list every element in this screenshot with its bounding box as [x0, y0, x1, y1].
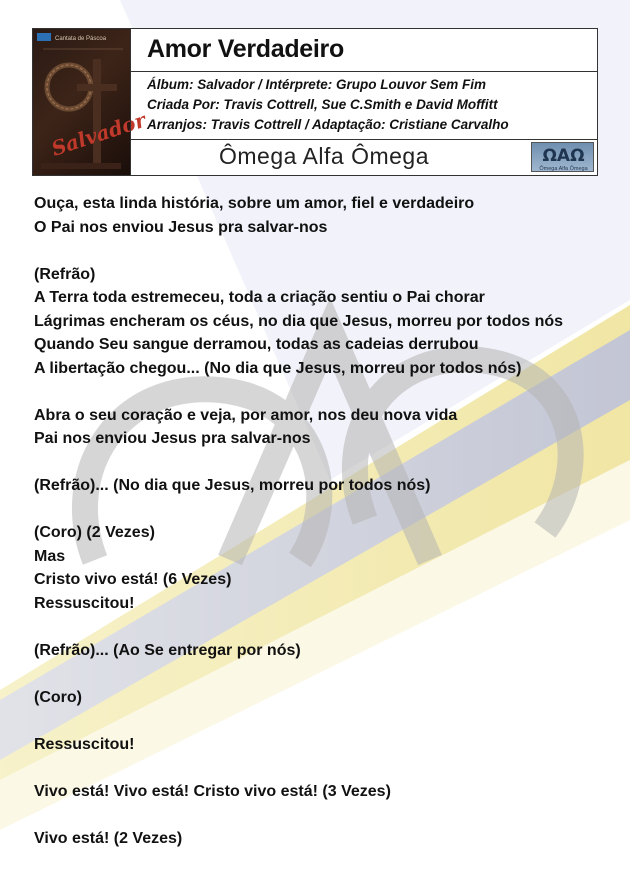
lyric-line: Mas	[34, 547, 66, 565]
lyric-line: Cristo vivo está! (6 Vezes)	[34, 571, 232, 588]
cover-top-text: Cantata de Páscoa	[55, 36, 107, 42]
band-name: Ômega Alfa Ômega	[219, 143, 429, 169]
lyric-line: Abra o seu coração e veja, por amor, nos deu nova vida	[34, 406, 458, 424]
song-title: Amor Verdadeiro	[147, 35, 344, 63]
credits-section	[130, 71, 597, 140]
album-cover	[33, 29, 149, 175]
lyric-blank-line	[34, 709, 563, 733]
band-logo-mark: ΩAΩ	[542, 146, 585, 166]
lyric-blank-line	[34, 380, 563, 404]
lyric-blank-line	[34, 756, 563, 780]
lyric-line: Vivo está! (2 Vezes)	[34, 829, 183, 847]
lyric-blank-line	[34, 451, 563, 475]
lyric-line: Vivo está! Vivo está! Cristo vivo está! (3 Vezes)	[34, 782, 391, 800]
created-by-line: Criada Por: Travis Cottrell, Sue C.Smith e David Moffitt	[147, 97, 498, 112]
lyric-line: Ressuscitou!	[34, 735, 135, 753]
lyric-blank-line	[34, 662, 563, 686]
album-cover-art	[33, 29, 149, 175]
lyric-blank-line	[34, 239, 563, 263]
lyric-line: (Coro)	[34, 688, 82, 706]
title-section	[130, 29, 597, 72]
lyric-line: (Refrão)... (Ao Se entregar por nós)	[34, 641, 301, 659]
lyric-line: Ouça, esta linda história, sobre um amor, fiel e verdadeiro	[34, 195, 475, 212]
song-header	[32, 28, 598, 176]
lyric-line: Ressuscitou!	[34, 594, 135, 612]
lyric-blank-line	[34, 803, 563, 827]
lyric-blank-line	[34, 615, 563, 639]
lyric-line: (Coro) (2 Vezes)	[34, 524, 155, 541]
arrangement-line: Arranjos: Travis Cottrell / Adaptação: Cristiane Carvalho	[147, 117, 509, 132]
lyric-line: (Refrão)	[34, 265, 96, 283]
lyric-line: A Terra toda estremeceu, toda a criação sentiu o Pai chorar	[34, 289, 485, 306]
band-logo	[531, 142, 594, 172]
lyric-line: Quando Seu sangue derramou, todas as cadeias derrubou	[34, 336, 479, 353]
lyrics-body	[34, 192, 563, 850]
lyric-line: Pai nos enviou Jesus pra salvar-nos	[34, 430, 311, 447]
band-logo-caption: Ômega Alfa Ômega	[539, 166, 588, 172]
lyric-line: A libertação chegou... (No dia que Jesus, morreu por todos nós)	[34, 359, 522, 377]
lyric-line: (Refrão)... (No dia que Jesus, morreu por todos nós)	[34, 477, 431, 494]
band-logo-icon	[532, 143, 595, 173]
album-line: Álbum: Salvador / Intérprete: Grupo Louvor Sem Fim	[147, 77, 487, 92]
band-section	[130, 139, 597, 175]
lyric-blank-line	[34, 498, 563, 522]
cover-script-title: Salvador	[48, 107, 149, 161]
lyric-line: O Pai nos enviou Jesus pra salvar-nos	[34, 218, 328, 236]
lyric-line: Lágrimas encheram os céus, no dia que Jesus, morreu por todos nós	[34, 312, 564, 330]
